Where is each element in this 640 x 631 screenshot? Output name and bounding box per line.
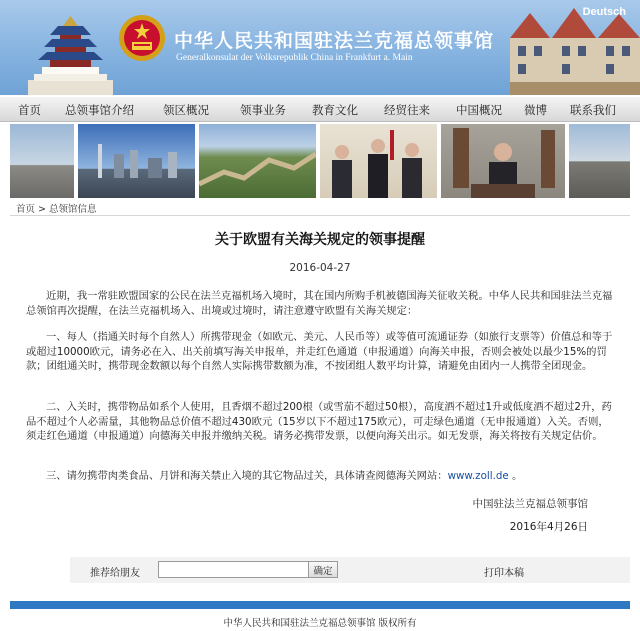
nav-item-district-overview[interactable]: 领区概况	[163, 103, 209, 117]
article-paragraph-4	[26, 469, 616, 484]
article-paragraph-2: 一、每人（指通关时每个自然人）所携带现金（如欧元、美元、人民币等）或等值可流通证券（如旅行支票等）价值总和等于或超过10000欧元，请务必在入、出关前填写海关申报单，并走红色通道（申报通道）向海关申报，否则会被处以最少15%的罚款；团组通关时，携带现金数额以每个自然人实际携带数额为准，不按团组人数平均计算，请避免由团内一人携带全团现金。	[26, 331, 613, 373]
main-navigation	[0, 97, 640, 122]
confirm-button[interactable]: 确定	[308, 561, 338, 578]
footer-bar	[10, 601, 630, 609]
photo-great-wall	[199, 124, 316, 198]
recommend-label: 推荐给朋友	[90, 568, 140, 579]
nav-item-trade[interactable]: 经贸往来	[384, 103, 430, 117]
site-subtitle: Generalkonsulat der Volksrepublik China in Frankfurt a. Main	[176, 53, 413, 63]
roemer-building-image	[510, 8, 640, 95]
breadcrumb	[16, 201, 97, 215]
photo-officials-meeting	[320, 124, 437, 198]
breadcrumb-separator: >	[38, 204, 47, 215]
nav-item-china-overview[interactable]: 中国概况	[456, 103, 502, 117]
recommend-email-input[interactable]	[158, 561, 314, 578]
breadcrumb-divider	[10, 215, 630, 216]
article-date: 2016-04-27	[289, 262, 351, 274]
nav-item-contact[interactable]: 联系我们	[570, 103, 616, 117]
article-paragraph-4-text: 三、请勿携带肉类食品、月饼和海关禁止入境的其它物品过关，具体请查阅德海关网站：	[46, 470, 448, 482]
customs-website-link[interactable]: www.zoll.de	[447, 470, 509, 482]
article-sign-date: 2016年4月26日	[509, 521, 588, 533]
share-bar	[70, 557, 630, 583]
photo-strip	[0, 124, 640, 198]
breadcrumb-home[interactable]: 首页	[16, 204, 36, 215]
photo-street-building	[569, 124, 630, 198]
nav-item-consular-services[interactable]: 领事业务	[240, 103, 286, 117]
article-title: 关于欧盟有关海关规定的领事提醒	[215, 232, 425, 248]
breadcrumb-section[interactable]: 总领馆信息	[49, 204, 97, 215]
nav-item-home[interactable]: 首页	[18, 103, 41, 117]
footer-copyright: 中华人民共和国驻法兰克福总领事馆 版权所有	[223, 618, 417, 629]
nav-item-weibo[interactable]: 微博	[524, 103, 547, 117]
photo-official-portrait	[441, 124, 565, 198]
temple-of-heaven-image	[28, 10, 113, 95]
article-paragraph-4-end: 。	[508, 470, 523, 482]
article-paragraph-3: 二、入关时，携带物品如系个人使用，且香烟不超过200根（或雪茄不超过50根），高度酒不超过1升或低度酒不超过2升，药品不超过个人必需量，其他物品总价值不超过430欧元（15岁以下不超过175欧元），可走绿色通道（无申报通道）入关。否则，须走红色通道（申报通道）向德海关申报并缴纳关税。请务必携带发票，以便向海关出示。如无发票，海关将按有关规定估价。	[26, 401, 612, 443]
print-link[interactable]: 打印本稿	[484, 568, 524, 579]
article-paragraph-1: 近期，我一常驻欧盟国家的公民在法兰克福机场入境时，其在国内所购手机被德国海关征收关税。中华人民共和国驻法兰克福总领馆再次提醒，在法兰克福机场入、出境或过境时，请注意遵守欧盟有关海关规定：	[26, 290, 613, 317]
site-title: 中华人民共和国驻法兰克福总领事馆	[174, 30, 495, 52]
header-banner	[0, 0, 640, 95]
nav-item-education-culture[interactable]: 教育文化	[312, 103, 358, 117]
article-signature: 中国驻法兰克福总领事馆	[472, 498, 588, 510]
nav-item-consulate-intro[interactable]: 总领事馆介绍	[65, 103, 134, 117]
photo-consulate-building	[10, 124, 74, 198]
language-switch-link[interactable]: Deutsch	[582, 6, 626, 18]
photo-city-skyline	[78, 124, 195, 198]
national-emblem-icon	[118, 14, 166, 62]
